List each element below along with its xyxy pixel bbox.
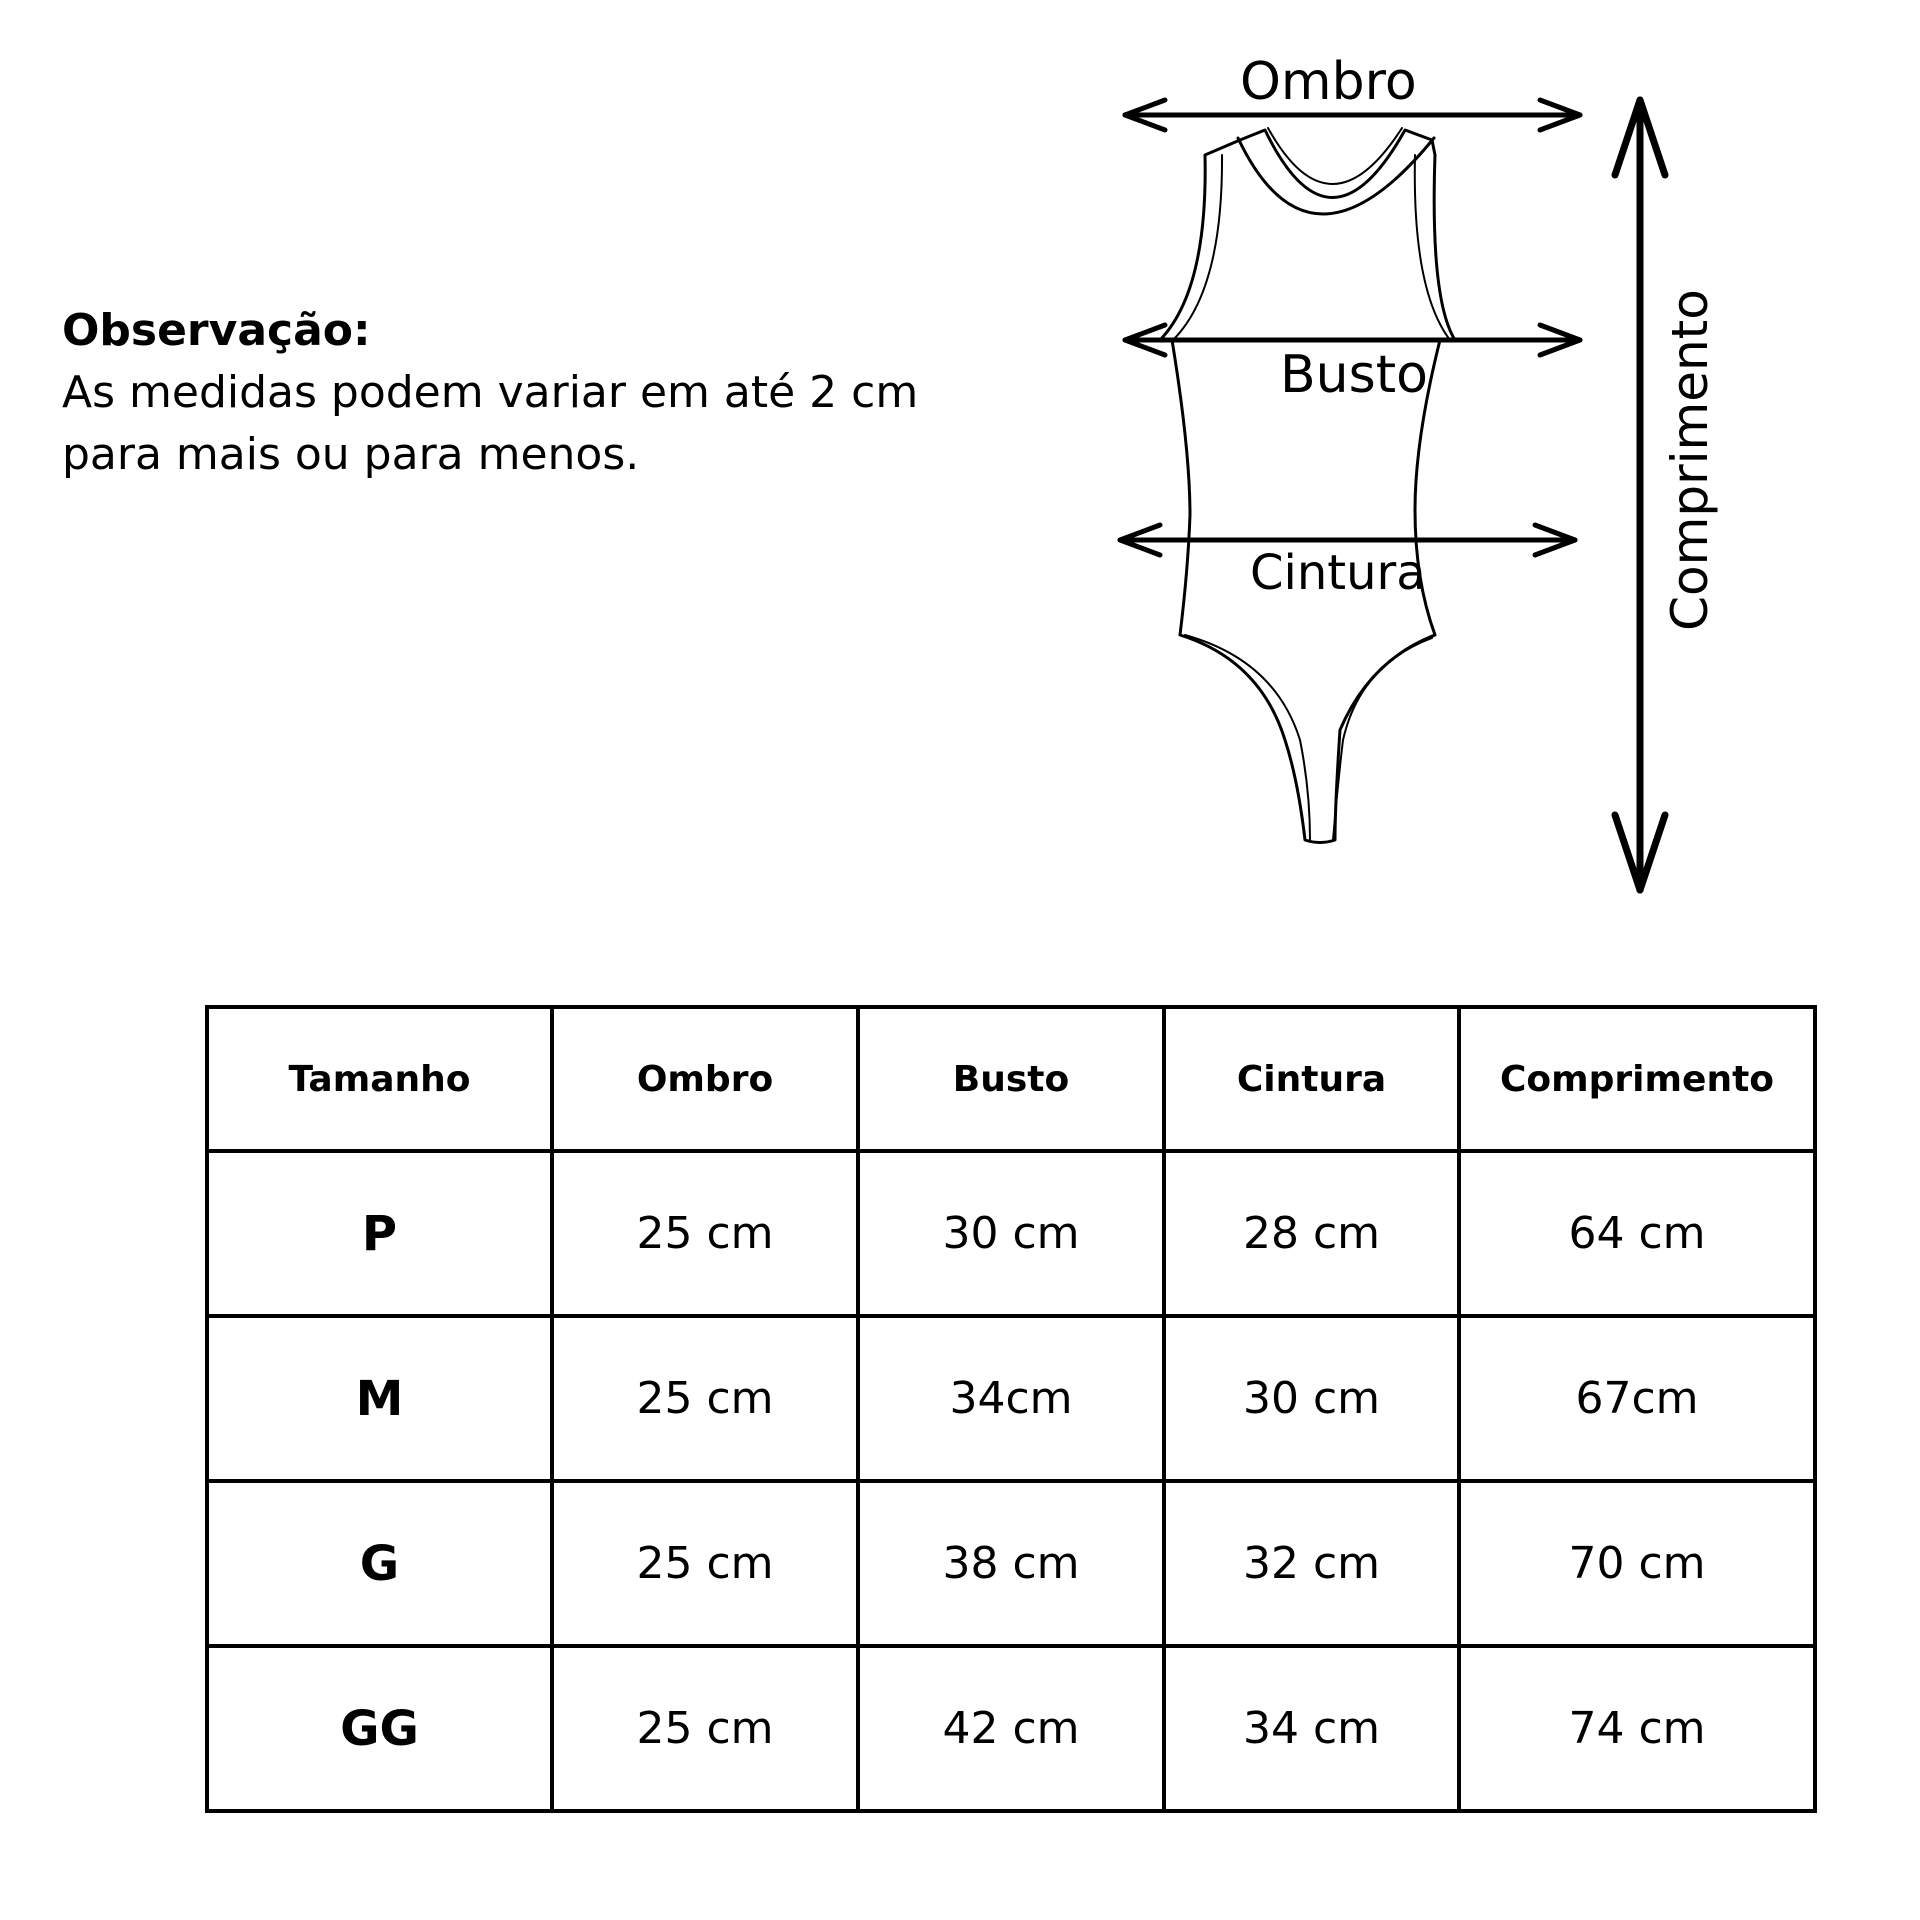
size-cell: M <box>207 1316 552 1481</box>
ombro-cell: 25 cm <box>552 1481 858 1646</box>
table-row <box>207 1316 1815 1481</box>
header-tamanho: Tamanho <box>207 1007 552 1151</box>
table-row <box>207 1646 1815 1811</box>
table-row <box>207 1481 1815 1646</box>
bodysuit-measurement-diagram <box>1040 40 1840 920</box>
size-cell: GG <box>207 1646 552 1811</box>
ombro-cell: 25 cm <box>552 1316 858 1481</box>
busto-cell: 30 cm <box>858 1151 1164 1316</box>
size-cell: P <box>207 1151 552 1316</box>
cintura-cell: 32 cm <box>1164 1481 1459 1646</box>
busto-cell: 34cm <box>858 1316 1164 1481</box>
table-row <box>207 1151 1815 1316</box>
cintura-cell: 30 cm <box>1164 1316 1459 1481</box>
note-title: Observação: <box>62 305 371 356</box>
ombro-cell: 25 cm <box>552 1646 858 1811</box>
size-chart-table <box>205 1005 1817 1813</box>
busto-cell: 42 cm <box>858 1646 1164 1811</box>
note-line-2: para mais ou para menos. <box>62 429 640 480</box>
diagram-label-ombro: Ombro <box>1240 52 1417 112</box>
busto-cell: 38 cm <box>858 1481 1164 1646</box>
comprimento-cell: 70 cm <box>1459 1481 1815 1646</box>
cintura-cell: 34 cm <box>1164 1646 1459 1811</box>
header-comprimento: Comprimento <box>1459 1007 1815 1151</box>
size-cell: G <box>207 1481 552 1646</box>
header-busto: Busto <box>858 1007 1164 1151</box>
header-ombro: Ombro <box>552 1007 858 1151</box>
bodysuit-illustration <box>1040 40 1840 920</box>
comprimento-cell: 64 cm <box>1459 1151 1815 1316</box>
table-header-row <box>207 1007 1815 1151</box>
diagram-label-cintura: Cintura <box>1250 545 1426 601</box>
cintura-cell: 28 cm <box>1164 1151 1459 1316</box>
diagram-label-comprimento: Comprimento <box>1661 289 1719 631</box>
note-line-1: As medidas podem variar em até 2 cm <box>62 367 919 418</box>
header-cintura: Cintura <box>1164 1007 1459 1151</box>
observation-note <box>62 300 918 486</box>
diagram-label-busto: Busto <box>1280 345 1428 405</box>
comprimento-cell: 74 cm <box>1459 1646 1815 1811</box>
ombro-cell: 25 cm <box>552 1151 858 1316</box>
comprimento-cell: 67cm <box>1459 1316 1815 1481</box>
